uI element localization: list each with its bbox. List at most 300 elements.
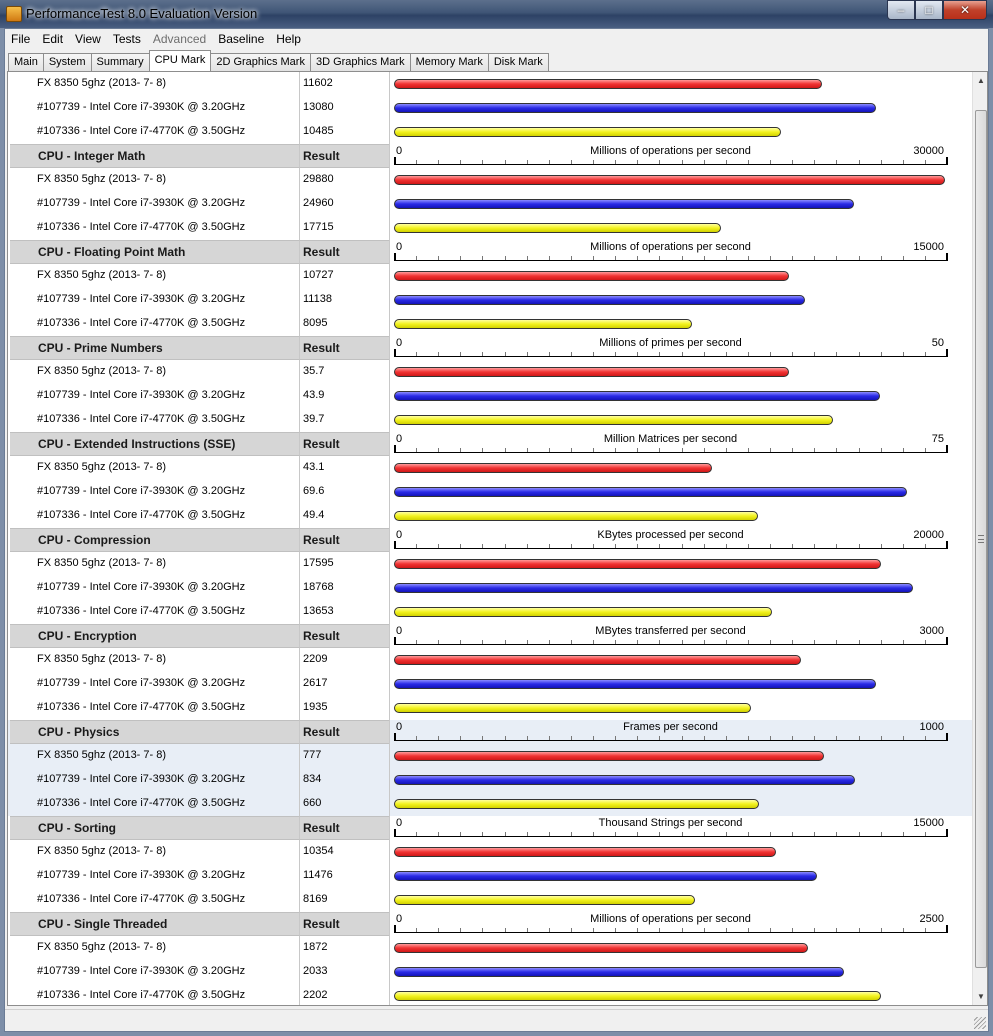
bar-cell	[389, 408, 972, 432]
axis-minor-tick	[859, 448, 860, 452]
system-name: FX 8350 5ghz (2013- 7- 8)	[37, 557, 167, 569]
result-row[interactable]	[8, 792, 972, 816]
bar-cell	[389, 696, 972, 720]
result-column-header: Result	[299, 240, 389, 264]
axis-min-label: 0	[396, 625, 403, 637]
bar-cell	[389, 888, 972, 912]
result-value: 35.7	[299, 360, 389, 384]
system-name: #107336 - Intel Core i7-4770K @ 3.50GHz	[37, 989, 246, 1001]
bar-cell	[389, 768, 972, 792]
axis-minor-tick	[659, 352, 660, 356]
axis-cell	[389, 528, 972, 552]
tab-3d-graphics-mark[interactable]: 3D Graphics Mark	[310, 53, 411, 71]
result-bar	[394, 415, 833, 425]
axis-minor-tick	[748, 736, 749, 740]
result-row[interactable]	[8, 960, 972, 984]
axis-minor-tick	[615, 256, 616, 260]
system-name: FX 8350 5ghz (2013- 7- 8)	[37, 941, 167, 953]
result-column-header: Result	[299, 624, 389, 648]
axis-minor-tick	[814, 352, 815, 356]
bar-cell	[389, 984, 972, 1005]
result-column-header: Result	[299, 912, 389, 936]
axis-minor-tick	[925, 544, 926, 548]
result-bar	[394, 223, 721, 233]
bar-cell	[389, 288, 972, 312]
axis-line	[394, 164, 947, 165]
category-title: CPU - Compression	[10, 528, 299, 552]
axis-minor-tick	[792, 352, 793, 356]
axis-minor-tick	[527, 832, 528, 836]
results-list[interactable]	[8, 72, 972, 1005]
axis-minor-tick	[482, 544, 483, 548]
axis-minor-tick	[482, 160, 483, 164]
result-bar	[394, 655, 801, 665]
result-row[interactable]	[8, 672, 972, 696]
system-name: FX 8350 5ghz (2013- 7- 8)	[37, 269, 167, 281]
axis-minor-tick	[881, 448, 882, 452]
result-bar	[394, 751, 824, 761]
cpu-mark-panel	[7, 71, 988, 1006]
axis-cell	[389, 816, 972, 840]
axis-tick	[394, 157, 396, 165]
result-row[interactable]	[8, 264, 972, 288]
axis-minor-tick	[571, 256, 572, 260]
axis-minor-tick	[460, 640, 461, 644]
bar-cell	[389, 384, 972, 408]
category-header[interactable]	[8, 624, 972, 648]
result-column-header: Result	[299, 144, 389, 168]
result-bar	[394, 391, 880, 401]
axis-minor-tick	[615, 544, 616, 548]
menu-advanced[interactable]: Advanced	[152, 32, 207, 46]
axis-minor-tick	[438, 448, 439, 452]
axis-minor-tick	[814, 736, 815, 740]
axis-line	[394, 740, 947, 741]
axis-min-label: 0	[396, 241, 403, 253]
axis-minor-tick	[527, 352, 528, 356]
axis-minor-tick	[482, 928, 483, 932]
tab-disk-mark[interactable]: Disk Mark	[488, 53, 549, 71]
axis-minor-tick	[836, 160, 837, 164]
axis-minor-tick	[814, 256, 815, 260]
axis-line	[394, 836, 947, 837]
menu-tests[interactable]: Tests	[112, 32, 141, 46]
axis-tick	[394, 733, 396, 741]
axis-line	[394, 932, 947, 933]
axis-minor-tick	[836, 928, 837, 932]
axis-max-label: 1000	[919, 721, 944, 733]
axis-minor-tick	[527, 640, 528, 644]
axis-minor-tick	[549, 928, 550, 932]
app-icon[interactable]	[6, 6, 22, 22]
category-header[interactable]	[8, 240, 972, 264]
result-row[interactable]	[8, 168, 972, 192]
axis-minor-tick	[460, 544, 461, 548]
axis-minor-tick	[505, 832, 506, 836]
axis-minor-tick	[637, 544, 638, 548]
axis-minor-tick	[571, 928, 572, 932]
axis-minor-tick	[881, 640, 882, 644]
category-header[interactable]	[8, 816, 972, 840]
axis-unit-label: Millions of operations per second	[590, 913, 751, 925]
bar-cell	[389, 192, 972, 216]
resize-grip-icon[interactable]	[974, 1017, 986, 1029]
system-name: #107739 - Intel Core i7-3930K @ 3.20GHz	[37, 389, 246, 401]
axis-minor-tick	[416, 640, 417, 644]
axis-minor-tick	[881, 160, 882, 164]
axis-cell	[389, 336, 972, 360]
category-header[interactable]	[8, 912, 972, 936]
system-name: FX 8350 5ghz (2013- 7- 8)	[37, 77, 167, 89]
axis-tick	[394, 829, 396, 837]
result-value: 10727	[299, 264, 389, 288]
result-value: 11476	[299, 864, 389, 888]
result-value: 2617	[299, 672, 389, 696]
axis-minor-tick	[726, 736, 727, 740]
axis-minor-tick	[482, 352, 483, 356]
axis-tick	[946, 829, 948, 837]
axis-minor-tick	[505, 736, 506, 740]
result-column-header: Result	[299, 528, 389, 552]
bar-cell	[389, 456, 972, 480]
axis-minor-tick	[792, 832, 793, 836]
result-value: 10354	[299, 840, 389, 864]
result-column-header: Result	[299, 816, 389, 840]
axis-unit-label: Frames per second	[623, 721, 718, 733]
result-value: 1872	[299, 936, 389, 960]
scroll-thumb[interactable]	[975, 110, 987, 968]
result-value: 1935	[299, 696, 389, 720]
axis-minor-tick	[416, 160, 417, 164]
result-row[interactable]	[8, 768, 972, 792]
system-name: #107336 - Intel Core i7-4770K @ 3.50GHz	[37, 221, 246, 233]
tab-main[interactable]: Main	[8, 53, 44, 71]
minimize-button[interactable]: ‒	[887, 0, 915, 20]
vertical-scrollbar[interactable]	[972, 72, 988, 1005]
menu-file[interactable]: File	[11, 32, 31, 46]
axis-minor-tick	[593, 256, 594, 260]
axis-minor-tick	[682, 928, 683, 932]
result-row[interactable]	[8, 600, 972, 624]
bar-cell	[389, 600, 972, 624]
axis-minor-tick	[726, 640, 727, 644]
result-row[interactable]	[8, 384, 972, 408]
system-name: #107739 - Intel Core i7-3930K @ 3.20GHz	[37, 293, 246, 305]
axis-minor-tick	[881, 736, 882, 740]
axis-minor-tick	[814, 160, 815, 164]
axis-minor-tick	[482, 256, 483, 260]
axis-tick	[946, 637, 948, 645]
axis-minor-tick	[615, 832, 616, 836]
axis-minor-tick	[792, 544, 793, 548]
axis-minor-tick	[659, 832, 660, 836]
axis-minor-tick	[637, 256, 638, 260]
system-name: #107739 - Intel Core i7-3930K @ 3.20GHz	[37, 101, 246, 113]
axis-minor-tick	[704, 160, 705, 164]
axis-minor-tick	[903, 256, 904, 260]
axis-minor-tick	[659, 640, 660, 644]
close-button[interactable]: ✕	[943, 0, 987, 20]
result-row[interactable]	[8, 96, 972, 120]
result-row[interactable]	[8, 840, 972, 864]
axis-minor-tick	[593, 544, 594, 548]
bar-cell	[389, 792, 972, 816]
axis-minor-tick	[748, 352, 749, 356]
result-row[interactable]	[8, 480, 972, 504]
axis-minor-tick	[659, 928, 660, 932]
result-row[interactable]	[8, 288, 972, 312]
axis-tick	[394, 253, 396, 261]
result-row[interactable]	[8, 504, 972, 528]
axis-minor-tick	[438, 736, 439, 740]
axis-minor-tick	[549, 640, 550, 644]
menu-baseline[interactable]: Baseline	[218, 32, 265, 46]
result-row[interactable]	[8, 648, 972, 672]
bar-cell	[389, 120, 972, 144]
title-bar[interactable]	[0, 0, 993, 28]
axis-minor-tick	[637, 448, 638, 452]
bar-cell	[389, 264, 972, 288]
axis-minor-tick	[704, 928, 705, 932]
axis-minor-tick	[903, 544, 904, 548]
app-window	[4, 28, 989, 1032]
axis-line	[394, 356, 947, 357]
axis-minor-tick	[925, 928, 926, 932]
axis-minor-tick	[792, 928, 793, 932]
menu-edit[interactable]: Edit	[42, 32, 64, 46]
result-column-header: Result	[299, 432, 389, 456]
axis-minor-tick	[836, 832, 837, 836]
bar-cell	[389, 840, 972, 864]
result-row[interactable]	[8, 576, 972, 600]
result-row[interactable]	[8, 888, 972, 912]
axis-minor-tick	[593, 448, 594, 452]
result-row[interactable]	[8, 312, 972, 336]
axis-minor-tick	[505, 544, 506, 548]
axis-minor-tick	[438, 640, 439, 644]
axis-minor-tick	[704, 448, 705, 452]
maximize-button[interactable]: □	[915, 0, 943, 20]
axis-minor-tick	[836, 256, 837, 260]
bar-cell	[389, 672, 972, 696]
axis-minor-tick	[748, 928, 749, 932]
category-header[interactable]	[8, 336, 972, 360]
tab-cpu-mark[interactable]: CPU Mark	[149, 50, 212, 71]
axis-minor-tick	[571, 544, 572, 548]
system-name: #107739 - Intel Core i7-3930K @ 3.20GHz	[37, 677, 246, 689]
result-value: 2209	[299, 648, 389, 672]
result-bar	[394, 583, 913, 593]
result-row[interactable]	[8, 864, 972, 888]
tab-summary[interactable]: Summary	[91, 53, 150, 71]
result-bar	[394, 679, 876, 689]
result-row[interactable]	[8, 216, 972, 240]
axis-minor-tick	[659, 736, 660, 740]
tab-2d-graphics-mark[interactable]: 2D Graphics Mark	[210, 53, 311, 71]
system-name: #107336 - Intel Core i7-4770K @ 3.50GHz	[37, 797, 246, 809]
axis-minor-tick	[637, 160, 638, 164]
bar-cell	[389, 864, 972, 888]
result-row[interactable]	[8, 552, 972, 576]
axis-minor-tick	[460, 160, 461, 164]
axis-minor-tick	[682, 352, 683, 356]
result-bar	[394, 511, 758, 521]
result-row[interactable]	[8, 360, 972, 384]
axis-minor-tick	[903, 448, 904, 452]
axis-minor-tick	[836, 736, 837, 740]
category-title: CPU - Prime Numbers	[10, 336, 299, 360]
category-title: CPU - Extended Instructions (SSE)	[10, 432, 299, 456]
category-header[interactable]	[8, 432, 972, 456]
result-bar	[394, 799, 759, 809]
axis-minor-tick	[527, 256, 528, 260]
result-value: 2202	[299, 984, 389, 1005]
axis-minor-tick	[748, 448, 749, 452]
result-value: 660	[299, 792, 389, 816]
menu-help[interactable]: Help	[276, 32, 301, 46]
result-row[interactable]	[8, 744, 972, 768]
axis-minor-tick	[482, 832, 483, 836]
axis-minor-tick	[770, 640, 771, 644]
result-row[interactable]	[8, 192, 972, 216]
axis-minor-tick	[438, 928, 439, 932]
result-bar	[394, 319, 692, 329]
axis-max-label: 50	[931, 337, 944, 349]
axis-max-label: 3000	[919, 625, 944, 637]
axis-minor-tick	[682, 832, 683, 836]
axis-minor-tick	[704, 544, 705, 548]
tab-system[interactable]: System	[43, 53, 92, 71]
axis-minor-tick	[726, 160, 727, 164]
result-row[interactable]	[8, 120, 972, 144]
axis-minor-tick	[593, 832, 594, 836]
result-value: 29880	[299, 168, 389, 192]
axis-minor-tick	[637, 640, 638, 644]
bar-cell	[389, 216, 972, 240]
axis-minor-tick	[637, 736, 638, 740]
axis-minor-tick	[903, 832, 904, 836]
menu-view[interactable]: View	[75, 32, 101, 46]
axis-minor-tick	[659, 160, 660, 164]
axis-line	[394, 548, 947, 549]
axis-minor-tick	[505, 256, 506, 260]
scroll-grip-icon	[978, 535, 984, 543]
result-bar	[394, 199, 854, 209]
bar-cell	[389, 936, 972, 960]
axis-tick	[394, 925, 396, 933]
axis-minor-tick	[416, 544, 417, 548]
scroll-up-arrow[interactable]: ▲	[977, 76, 985, 85]
system-name: #107739 - Intel Core i7-3930K @ 3.20GHz	[37, 197, 246, 209]
axis-minor-tick	[682, 640, 683, 644]
result-value: 69.6	[299, 480, 389, 504]
axis-tick	[946, 541, 948, 549]
result-bar	[394, 775, 855, 785]
result-row[interactable]	[8, 936, 972, 960]
axis-minor-tick	[416, 736, 417, 740]
axis-unit-label: KBytes processed per second	[597, 529, 744, 541]
result-bar	[394, 487, 907, 497]
result-row[interactable]	[8, 456, 972, 480]
result-bar	[394, 127, 781, 137]
bar-cell	[389, 552, 972, 576]
axis-minor-tick	[549, 544, 550, 548]
axis-max-label: 20000	[913, 529, 944, 541]
result-bar	[394, 847, 776, 857]
result-value: 8169	[299, 888, 389, 912]
result-value: 11602	[299, 72, 389, 96]
result-value: 17715	[299, 216, 389, 240]
tab-bar	[8, 51, 548, 71]
result-value: 2033	[299, 960, 389, 984]
axis-minor-tick	[704, 352, 705, 356]
axis-minor-tick	[438, 352, 439, 356]
result-row[interactable]	[8, 72, 972, 96]
axis-minor-tick	[748, 256, 749, 260]
axis-minor-tick	[416, 928, 417, 932]
axis-minor-tick	[748, 640, 749, 644]
axis-minor-tick	[770, 160, 771, 164]
axis-minor-tick	[726, 544, 727, 548]
category-header[interactable]	[8, 144, 972, 168]
axis-minor-tick	[704, 832, 705, 836]
bar-cell	[389, 168, 972, 192]
axis-minor-tick	[881, 256, 882, 260]
axis-min-label: 0	[396, 913, 403, 925]
result-row[interactable]	[8, 984, 972, 1005]
axis-minor-tick	[505, 928, 506, 932]
axis-tick	[946, 253, 948, 261]
result-row[interactable]	[8, 408, 972, 432]
axis-tick	[946, 349, 948, 357]
tab-memory-mark[interactable]: Memory Mark	[410, 53, 489, 71]
axis-minor-tick	[416, 256, 417, 260]
axis-minor-tick	[460, 352, 461, 356]
axis-minor-tick	[438, 544, 439, 548]
system-name: #107336 - Intel Core i7-4770K @ 3.50GHz	[37, 413, 246, 425]
bar-cell	[389, 744, 972, 768]
result-bar	[394, 271, 789, 281]
scroll-down-arrow[interactable]: ▼	[977, 992, 985, 1001]
axis-minor-tick	[903, 640, 904, 644]
result-bar	[394, 607, 772, 617]
result-row[interactable]	[8, 696, 972, 720]
system-name: #107336 - Intel Core i7-4770K @ 3.50GHz	[37, 605, 246, 617]
result-value: 39.7	[299, 408, 389, 432]
result-bar	[394, 103, 876, 113]
axis-minor-tick	[438, 160, 439, 164]
category-header[interactable]	[8, 720, 972, 744]
result-value: 49.4	[299, 504, 389, 528]
axis-minor-tick	[925, 640, 926, 644]
axis-cell	[389, 720, 972, 744]
axis-minor-tick	[836, 448, 837, 452]
axis-minor-tick	[460, 928, 461, 932]
axis-min-label: 0	[396, 337, 403, 349]
axis-minor-tick	[549, 736, 550, 740]
axis-minor-tick	[881, 544, 882, 548]
axis-minor-tick	[925, 832, 926, 836]
result-bar	[394, 367, 789, 377]
bar-cell	[389, 576, 972, 600]
axis-minor-tick	[859, 352, 860, 356]
axis-minor-tick	[814, 832, 815, 836]
system-name: FX 8350 5ghz (2013- 7- 8)	[37, 173, 167, 185]
axis-cell	[389, 432, 972, 456]
category-header[interactable]	[8, 528, 972, 552]
axis-minor-tick	[615, 928, 616, 932]
axis-minor-tick	[859, 256, 860, 260]
